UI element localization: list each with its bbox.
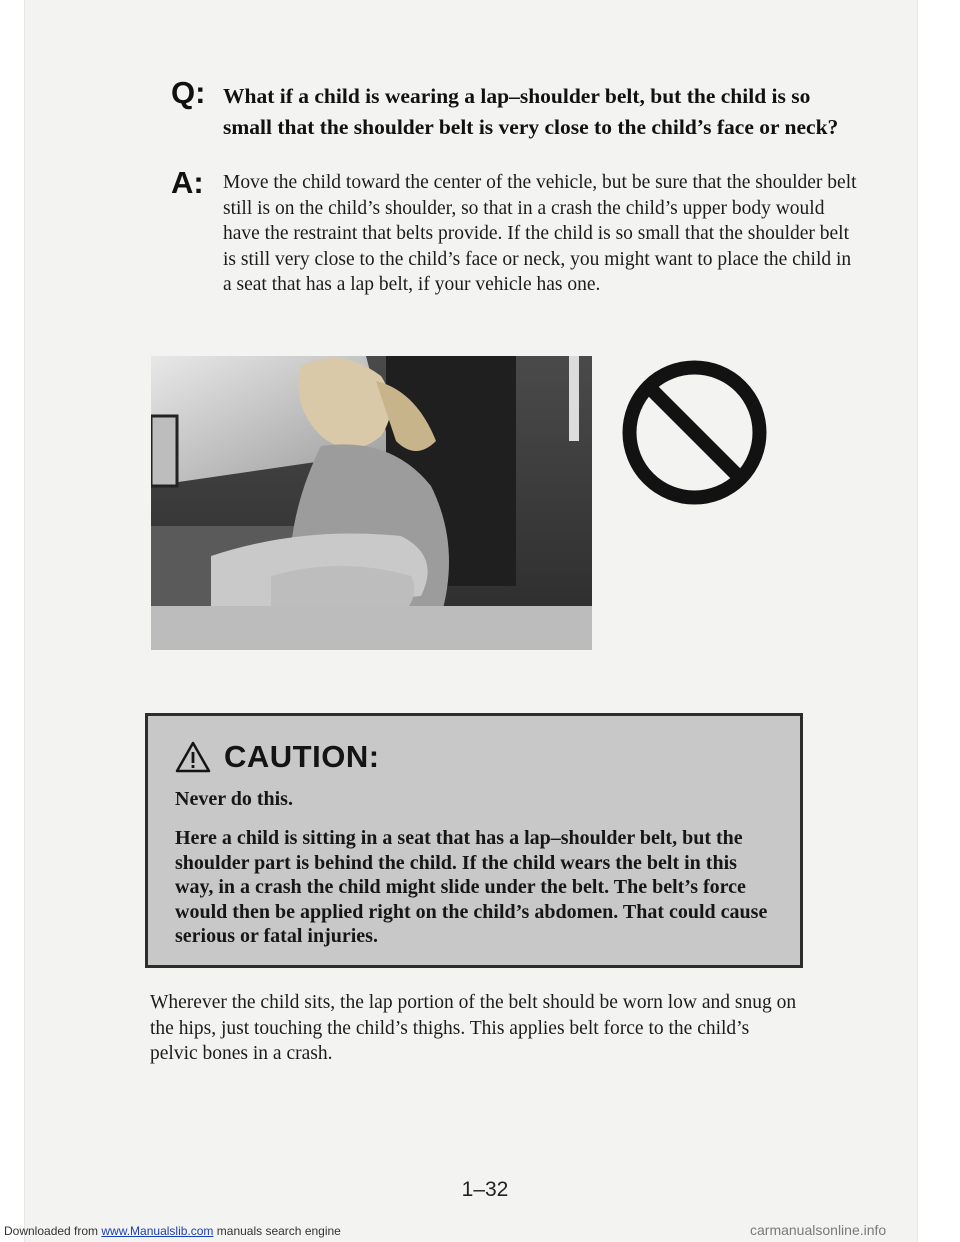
child-seat-photo (151, 356, 592, 650)
download-footer (4, 1224, 341, 1238)
footer-suffix: manuals search engine (213, 1224, 341, 1238)
prohibited-icon (619, 357, 770, 508)
manualslib-link[interactable]: www.Manualslib.com (101, 1224, 214, 1238)
caution-lead: Never do this. (175, 788, 293, 810)
lap-belt-paragraph: Wherever the child sits, the lap portion of the belt should be worn low and snug on the hips, just touching the child’s thighs. This applies belt force to the child’s pelvic bones in a crash. (150, 992, 797, 1064)
caution-header (174, 736, 380, 778)
caution-box (145, 713, 803, 968)
warning-triangle-icon (174, 740, 212, 774)
footer-prefix: Downloaded from (4, 1224, 102, 1238)
answer-text: Move the child toward the center of the vehicle, but be sure that the shoulder belt still is on the child’s shoulder, so that in a crash the child’s upper body would have the restraint that belts provide. If the child is so small that the shoulder belt is still very close to the child’s face or neck, you might want to place the child in a seat that has a lap belt, if your vehicle has one. (223, 172, 857, 295)
caution-title: CAUTION: (224, 739, 380, 774)
question-marker: Q: (171, 75, 206, 110)
page-number: 1–32 (461, 1178, 509, 1201)
child-seat-illustration (151, 356, 592, 650)
question-text: What if a child is wearing a lap–shoulder belt, but the child is so small that the shoulder belt is very close to the child’s face or neck? (223, 84, 839, 139)
watermark: carmanualsonline.info (750, 1222, 887, 1238)
caution-body: Here a child is sitting in a seat that has a lap–shoulder belt, but the shoulder part is behind the child. If the child wears the belt in this way, in a crash the child might slide under the belt. The belt’s force would then be applied right on the child’s abdomen. That could cause serious or fatal injuries. (175, 827, 768, 947)
answer-marker: A: (171, 165, 204, 200)
